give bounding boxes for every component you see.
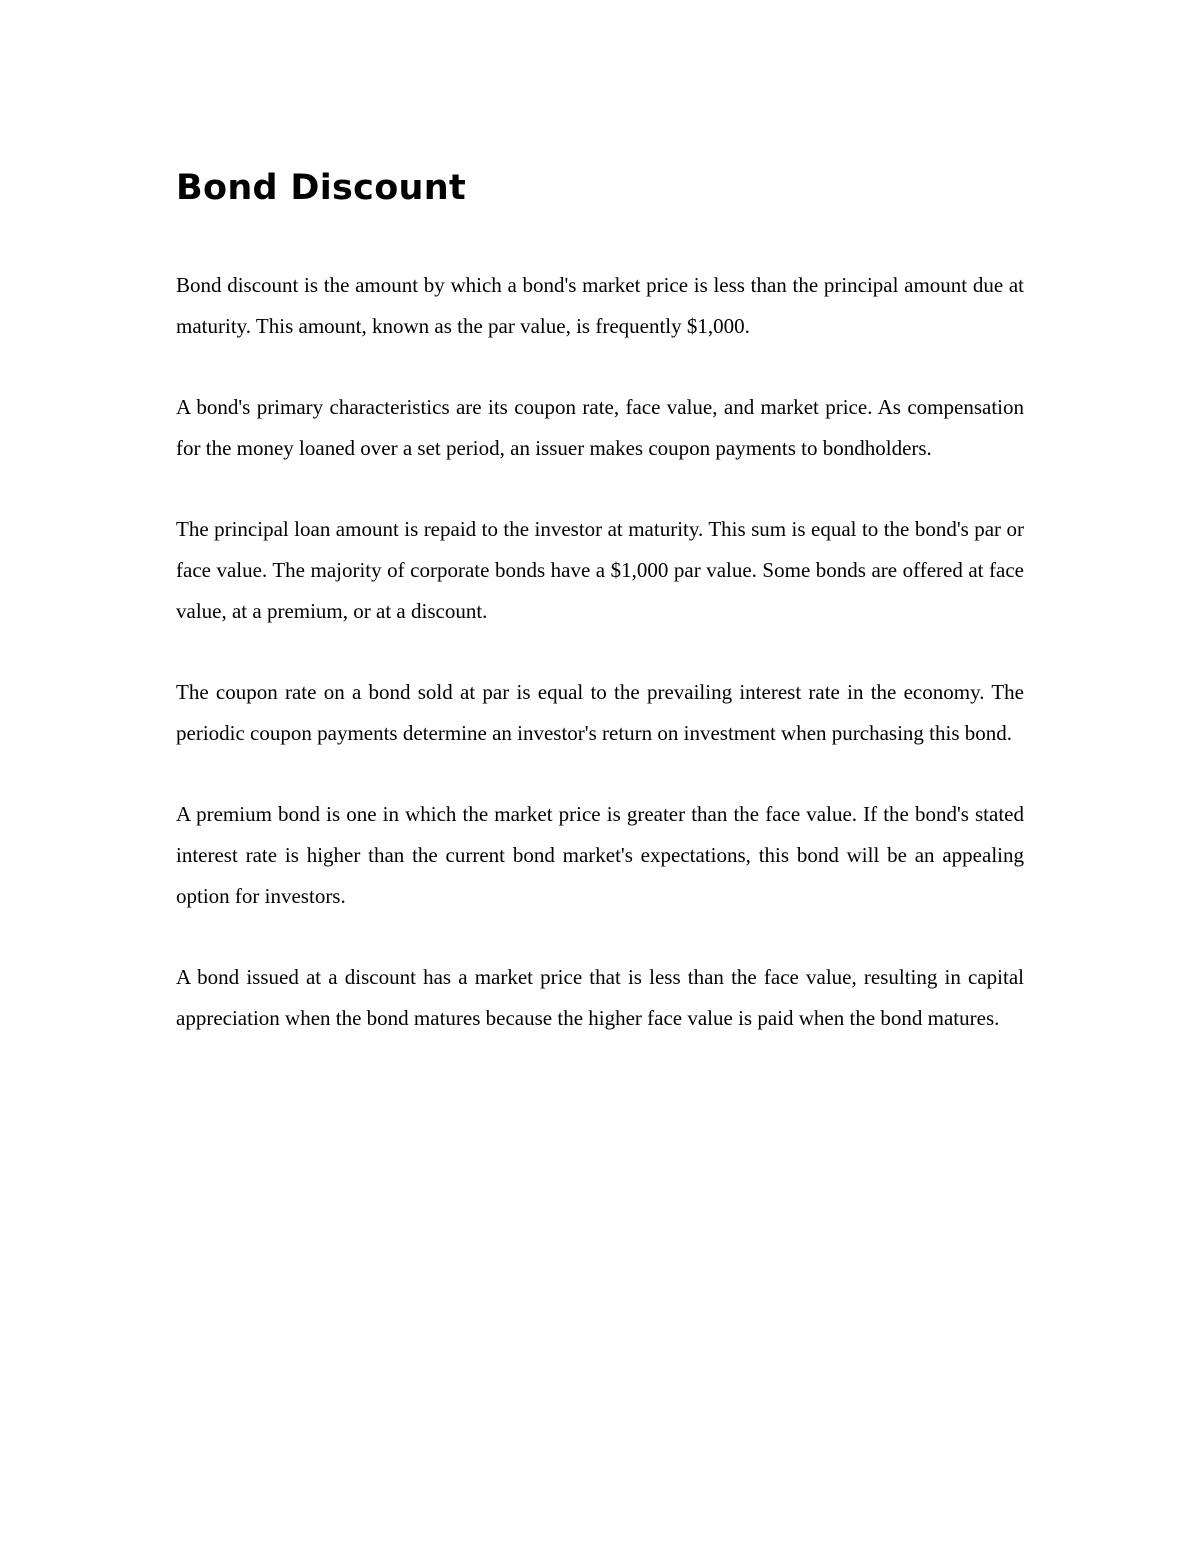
paragraph-bond-characteristics: A bond's primary characteristics are its coupon rate, face value, and market price. As compensation for the money loaned over a set period, an issuer makes coupon payments to bondholders. [176,395,1024,460]
document-body [176,166,1024,1079]
document-title: Bond Discount [176,168,467,208]
paragraph-principal-repayment: The principal loan amount is repaid to the investor at maturity. This sum is equal to the bond's par or face value. The majority of corporate bonds have a $1,000 par value. Some bonds are offered at face value, at a premium, or at a discount. [176,517,1024,623]
paragraph-par-coupon-rate: The coupon rate on a bond sold at par is equal to the prevailing interest rate in the economy. The periodic coupon payments determine an investor's return on investment when purchasing this bond. [176,680,1024,745]
paragraph-bond-discount-definition: Bond discount is the amount by which a bond's market price is less than the principal amount due at maturity. This amount, known as the par value, is frequently $1,000. [176,273,1024,338]
paragraph-premium-bond: A premium bond is one in which the market price is greater than the face value. If the bond's stated interest rate is higher than the current bond market's expectations, this bond will be an appealing option for investors. [176,802,1024,908]
paragraph-discount-bond: A bond issued at a discount has a market price that is less than the face value, resulting in capital appreciation when the bond matures because the higher face value is paid when the bond matures. [176,965,1024,1030]
